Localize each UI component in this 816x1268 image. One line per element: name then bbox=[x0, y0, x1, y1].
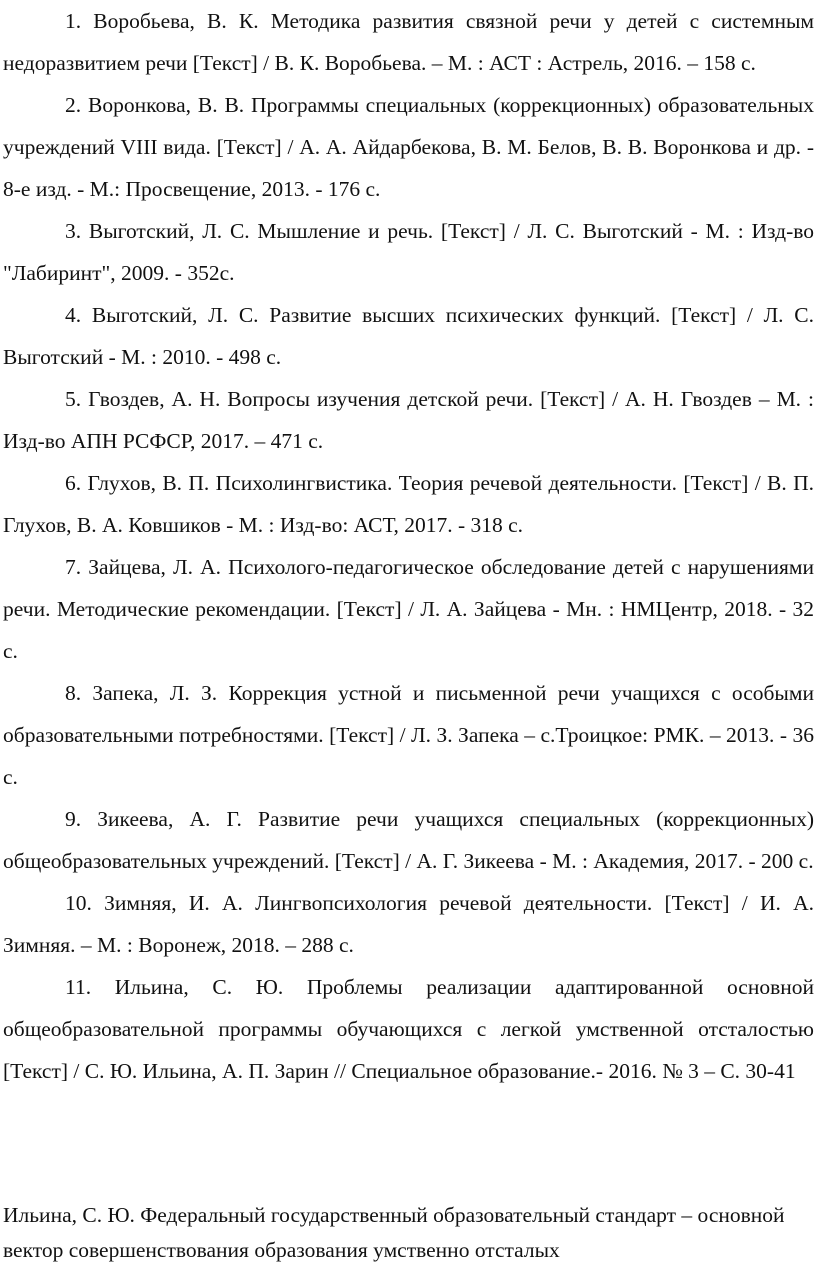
reference-item bbox=[3, 672, 814, 798]
reference-item bbox=[3, 294, 814, 378]
trailing-paragraph: Ильина, С. Ю. Федеральный государственный образовательный стандарт – основной вектор совершенствования образования умственно отсталых bbox=[3, 1202, 785, 1262]
reference-item bbox=[3, 462, 814, 546]
reference-number: 5. bbox=[65, 387, 82, 411]
reference-text: Воронкова, В. В. Программы специальных (коррекционных) образовательных учреждений VIII вида. [Текст] / А. А. Айдарбекова, В. М. Белов, В. В. Воронкова и др. - 8-е изд. - М.: Просвещение, 2013. - 176 с. bbox=[3, 93, 814, 201]
reference-item bbox=[3, 966, 814, 1092]
reference-item bbox=[3, 0, 814, 84]
reference-text: Глухов, В. П. Психолингвистика. Теория речевой деятельности. [Текст] / В. П. Глухов, В. А. Ковшиков - М. : Изд-во: АСТ, 2017. - 318 с. bbox=[3, 471, 815, 537]
reference-item bbox=[3, 546, 814, 672]
reference-number: 11. bbox=[65, 975, 92, 999]
reference-text: Воробьева, В. К. Методика развития связной речи у детей с системным недоразвитием речи [Текст] / В. К. Воробьева. – М. : АСТ : Астрель, 2016. – 158 с. bbox=[3, 9, 814, 75]
reference-text: Зайцева, Л. А. Психолого-педагогическое обследование детей с нарушениями речи. Методические рекомендации. [Текст] / Л. А. Зайцева - Мн. : НМЦентр, 2018. - 32 с. bbox=[3, 555, 815, 663]
reference-text: Выготский, Л. С. Развитие высших психических функций. [Текст] / Л. С. Выготский - М. : 2010. - 498 с. bbox=[3, 303, 814, 369]
reference-number: 6. bbox=[65, 471, 82, 495]
reference-number: 9. bbox=[65, 807, 82, 831]
reference-text: Выготский, Л. С. Мышление и речь. [Текст] / Л. С. Выготский - М. : Изд-во "Лабиринт", 2009. - 352с. bbox=[3, 219, 814, 285]
reference-text: Гвоздев, А. Н. Вопросы изучения детской речи. [Текст] / А. Н. Гвоздев – М. : Изд-во АПН РСФСР, 2017. – 471 с. bbox=[3, 387, 815, 453]
reference-item bbox=[3, 378, 814, 462]
reference-item bbox=[3, 798, 814, 882]
reference-text: Ильина, С. Ю. Проблемы реализации адаптированной основной общеобразовательной программы обучающихся с легкой умственной отсталостью [Текст] / С. Ю. Ильина, А. П. Зарин // Специальное образование.- 2016. № 3 – С. 30-41 bbox=[3, 975, 814, 1083]
reference-number: 4. bbox=[65, 303, 82, 327]
reference-number: 7. bbox=[65, 555, 82, 579]
reference-text: Запека, Л. З. Коррекция устной и письменной речи учащихся с особыми образовательными потребностями. [Текст] / Л. З. Запека – с.Троицкое: РМК. – 2013. - 36 с. bbox=[3, 681, 814, 789]
reference-text: Зикеева, А. Г. Развитие речи учащихся специальных (коррекционных) общеобразовательных учреждений. [Текст] / А. Г. Зикеева - М. : Академия, 2017. - 200 с. bbox=[3, 807, 814, 873]
reference-item bbox=[3, 882, 814, 966]
reference-number: 1. bbox=[65, 9, 82, 33]
reference-number: 8. bbox=[65, 681, 82, 705]
reference-number: 3. bbox=[65, 219, 82, 243]
reference-number: 2. bbox=[65, 93, 82, 117]
reference-number: 10. bbox=[65, 891, 92, 915]
reference-item bbox=[3, 84, 814, 210]
reference-item bbox=[3, 210, 814, 294]
reference-text: Зимняя, И. А. Лингвопсихология речевой деятельности. [Текст] / И. А. Зимняя. – М. : Воронеж, 2018. – 288 с. bbox=[3, 891, 814, 957]
